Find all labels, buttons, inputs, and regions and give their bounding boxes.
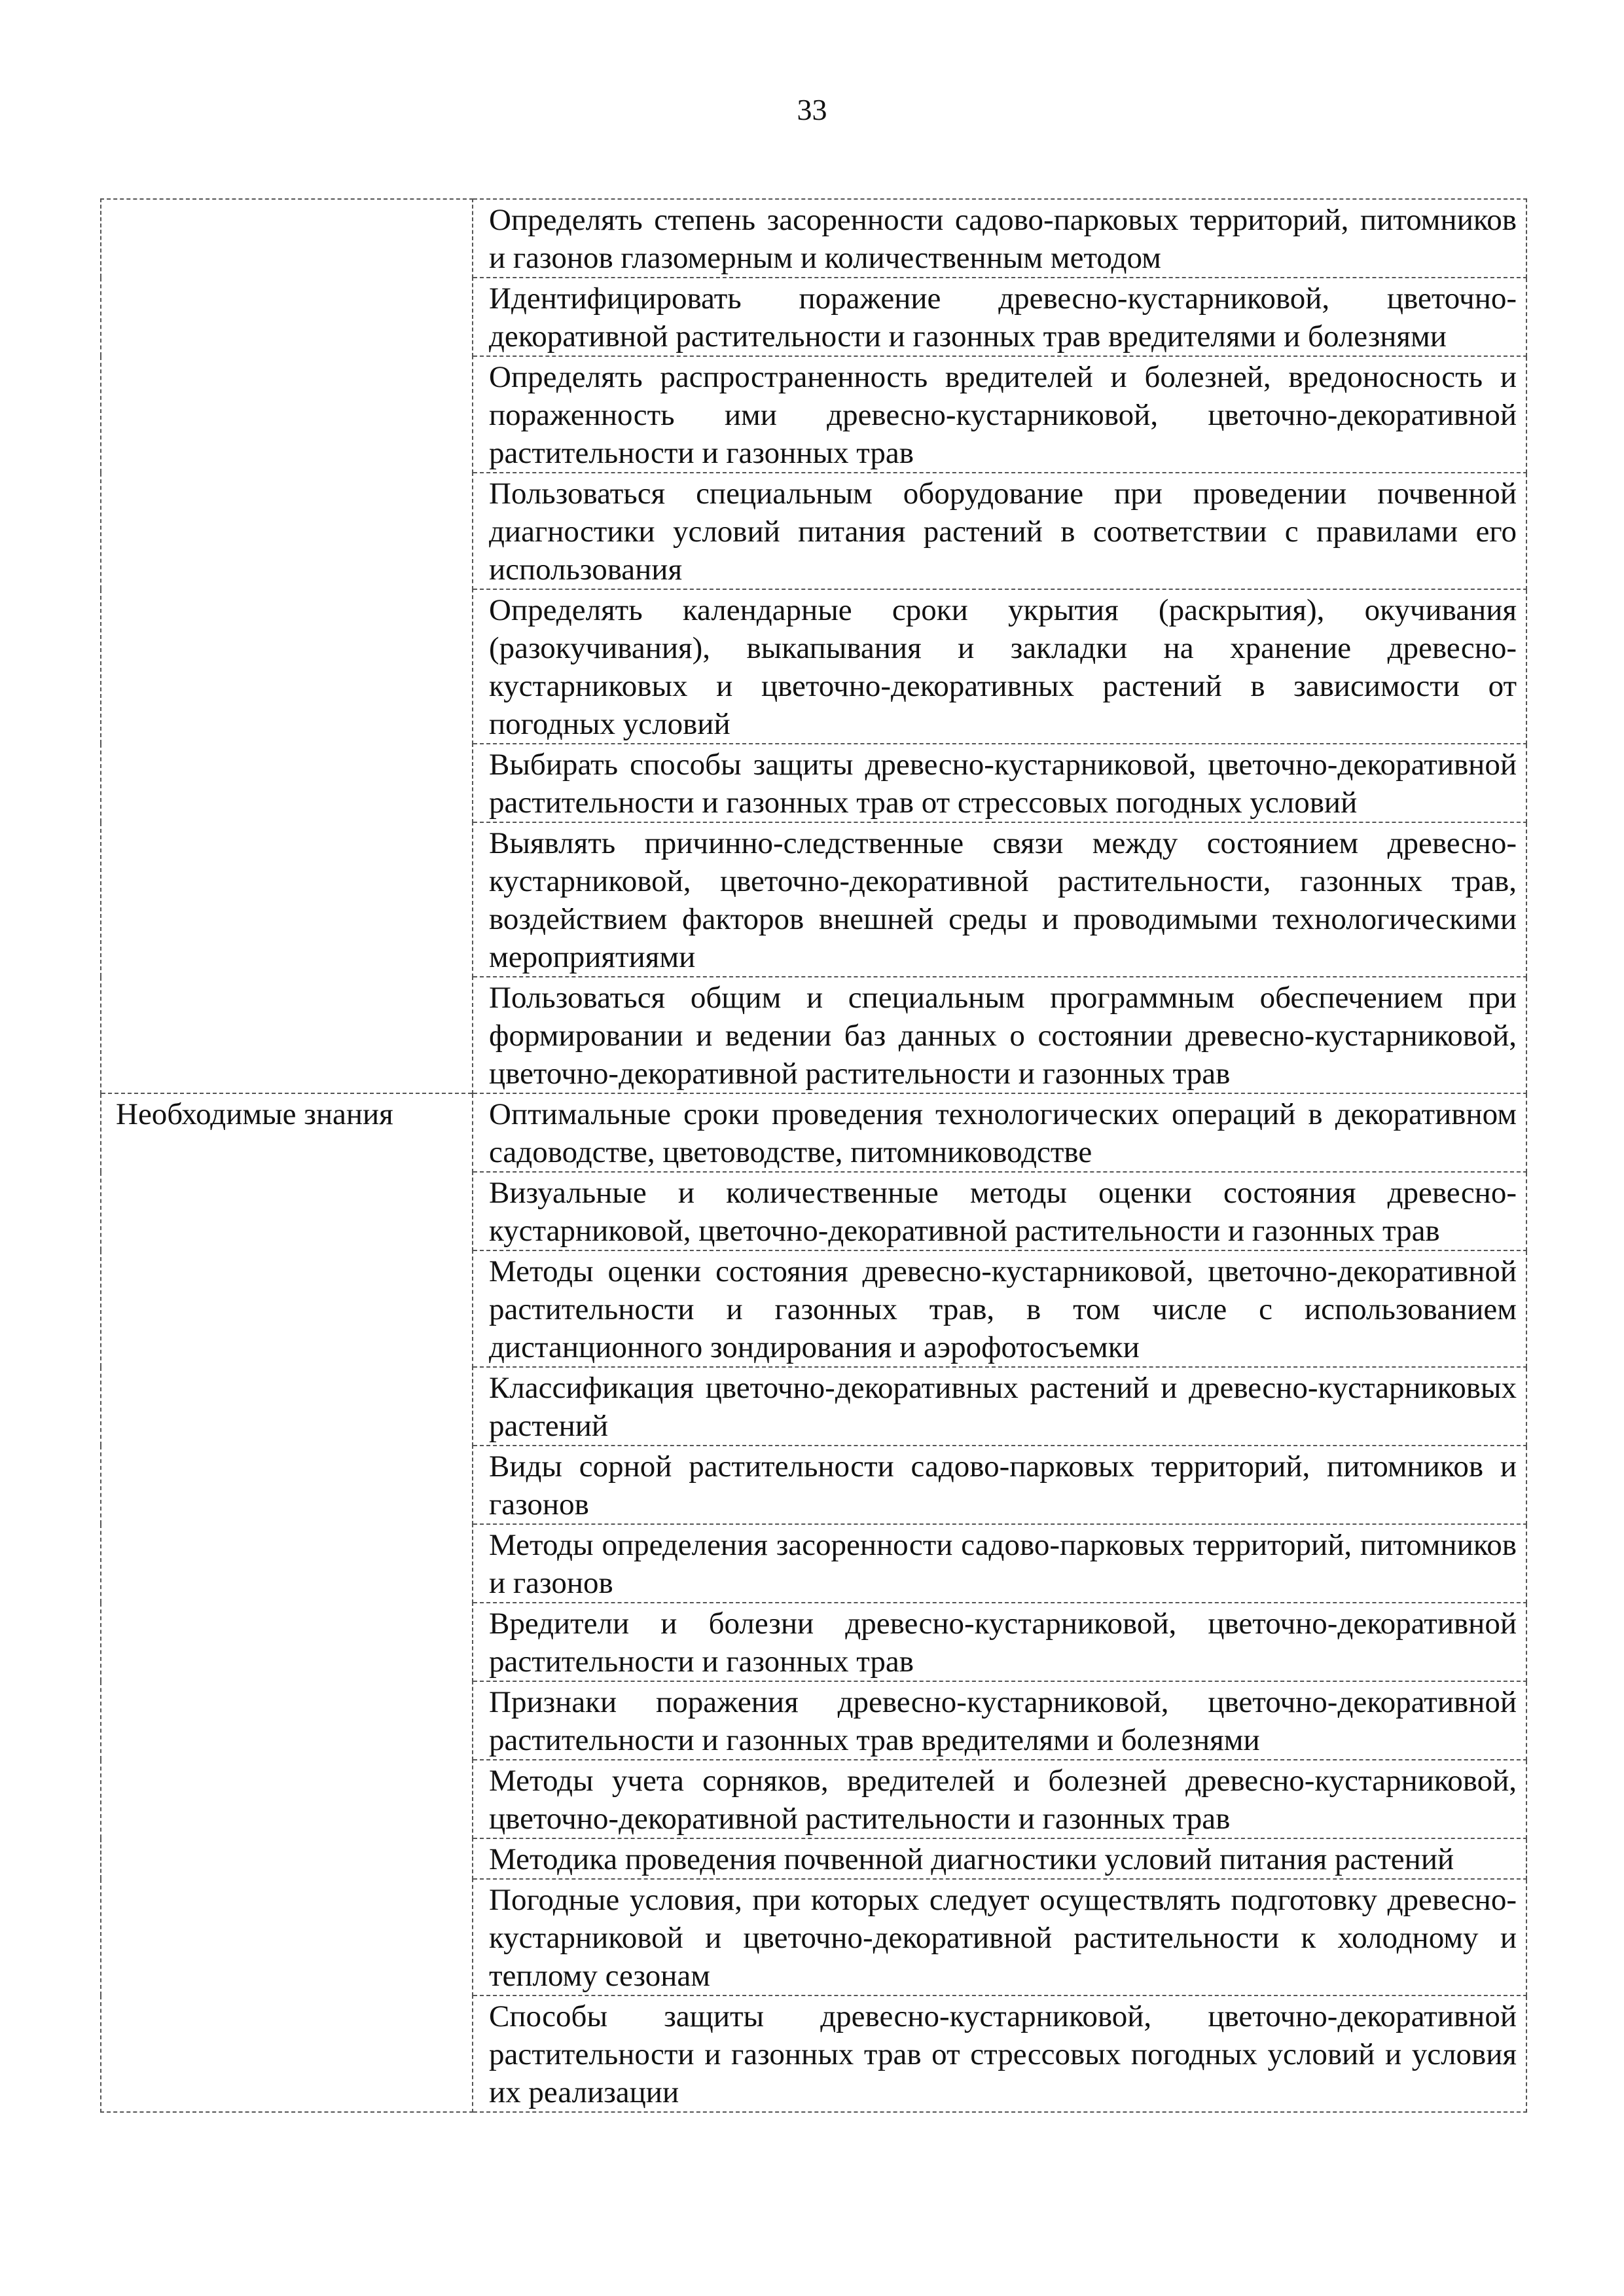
knowledge-item: Вредители и болезни древесно-кустарниковой, цветочно-декоративной растительности и газонных трав	[473, 1603, 1526, 1681]
skill-item: Пользоваться общим и специальным программным обеспечением при формировании и ведении баз данных о состоянии древесно-кустарниковой, цветочно-декоративной растительности и газонных трав	[473, 977, 1526, 1093]
skill-item: Идентифицировать поражение древесно-кустарниковой, цветочно-декоративной растительности и газонных трав вредителями и болезнями	[473, 278, 1526, 356]
knowledge-item: Погодные условия, при которых следует осуществлять подготовку древесно-кустарниковой и цветочно-декоративной растительности к холодному и теплому сезонам	[473, 1879, 1526, 1995]
table-row	[101, 199, 1526, 278]
knowledge-item: Методы учета сорняков, вредителей и болезней древесно-кустарниковой, цветочно-декоративной растительности и газонных трав	[473, 1760, 1526, 1838]
knowledge-item: Визуальные и количественные методы оценки состояния древесно-кустарниковой, цветочно-декоративной растительности и газонных трав	[473, 1172, 1526, 1250]
skill-item: Выявлять причинно-следственные связи между состоянием древесно-кустарниковой, цветочно-декоративной растительности, газонных трав, воздействием факторов внешней среды и проводимыми технологическими мероприятиями	[473, 822, 1526, 977]
skill-item: Выбирать способы защиты древесно-кустарниковой, цветочно-декоративной растительности и газонных трав от стрессовых погодных условий	[473, 744, 1526, 822]
knowledge-item: Методы определения засоренности садово-парковых территорий, питомников и газонов	[473, 1524, 1526, 1603]
knowledge-label: Необходимые знания	[101, 1093, 473, 2112]
skills-label-cell	[101, 199, 473, 1093]
knowledge-item: Виды сорной растительности садово-парковых территорий, питомников и газонов	[473, 1446, 1526, 1524]
skill-item: Определять степень засоренности садово-парковых территорий, питомников и газонов глазомерным и количественным методом	[473, 199, 1526, 278]
competency-table	[100, 198, 1527, 2113]
table-row	[101, 1093, 1526, 1172]
skill-item: Определять распространенность вредителей и болезней, вредоносность и пораженность ими древесно-кустарниковой, цветочно-декоративной растительности и газонных трав	[473, 356, 1526, 473]
page-number: 33	[797, 93, 827, 126]
knowledge-item: Оптимальные сроки проведения технологических операций в декоративном садоводстве, цветоводстве, питомниководстве	[473, 1093, 1526, 1172]
knowledge-item: Методика проведения почвенной диагностики условий питания растений	[473, 1838, 1526, 1879]
skill-item: Пользоваться специальным оборудование при проведении почвенной диагностики условий питания растений в соответствии с правилами его использования	[473, 473, 1526, 589]
skill-item: Определять календарные сроки укрытия (раскрытия), окучивания (разокучивания), выкапывания и закладки на хранение древесно-кустарниковых и цветочно-декоративных растений в зависимости от погодных условий	[473, 589, 1526, 744]
knowledge-item: Классификация цветочно-декоративных растений и древесно-кустарниковых растений	[473, 1367, 1526, 1446]
knowledge-item: Признаки поражения древесно-кустарниковой, цветочно-декоративной растительности и газонных трав вредителями и болезнями	[473, 1681, 1526, 1760]
knowledge-item: Способы защиты древесно-кустарниковой, цветочно-декоративной растительности и газонных трав от стрессовых погодных условий и условия их реализации	[473, 1995, 1526, 2112]
knowledge-item: Методы оценки состояния древесно-кустарниковой, цветочно-декоративной растительности и газонных трав, в том числе с использованием дистанционного зондирования и аэрофотосъемки	[473, 1250, 1526, 1367]
